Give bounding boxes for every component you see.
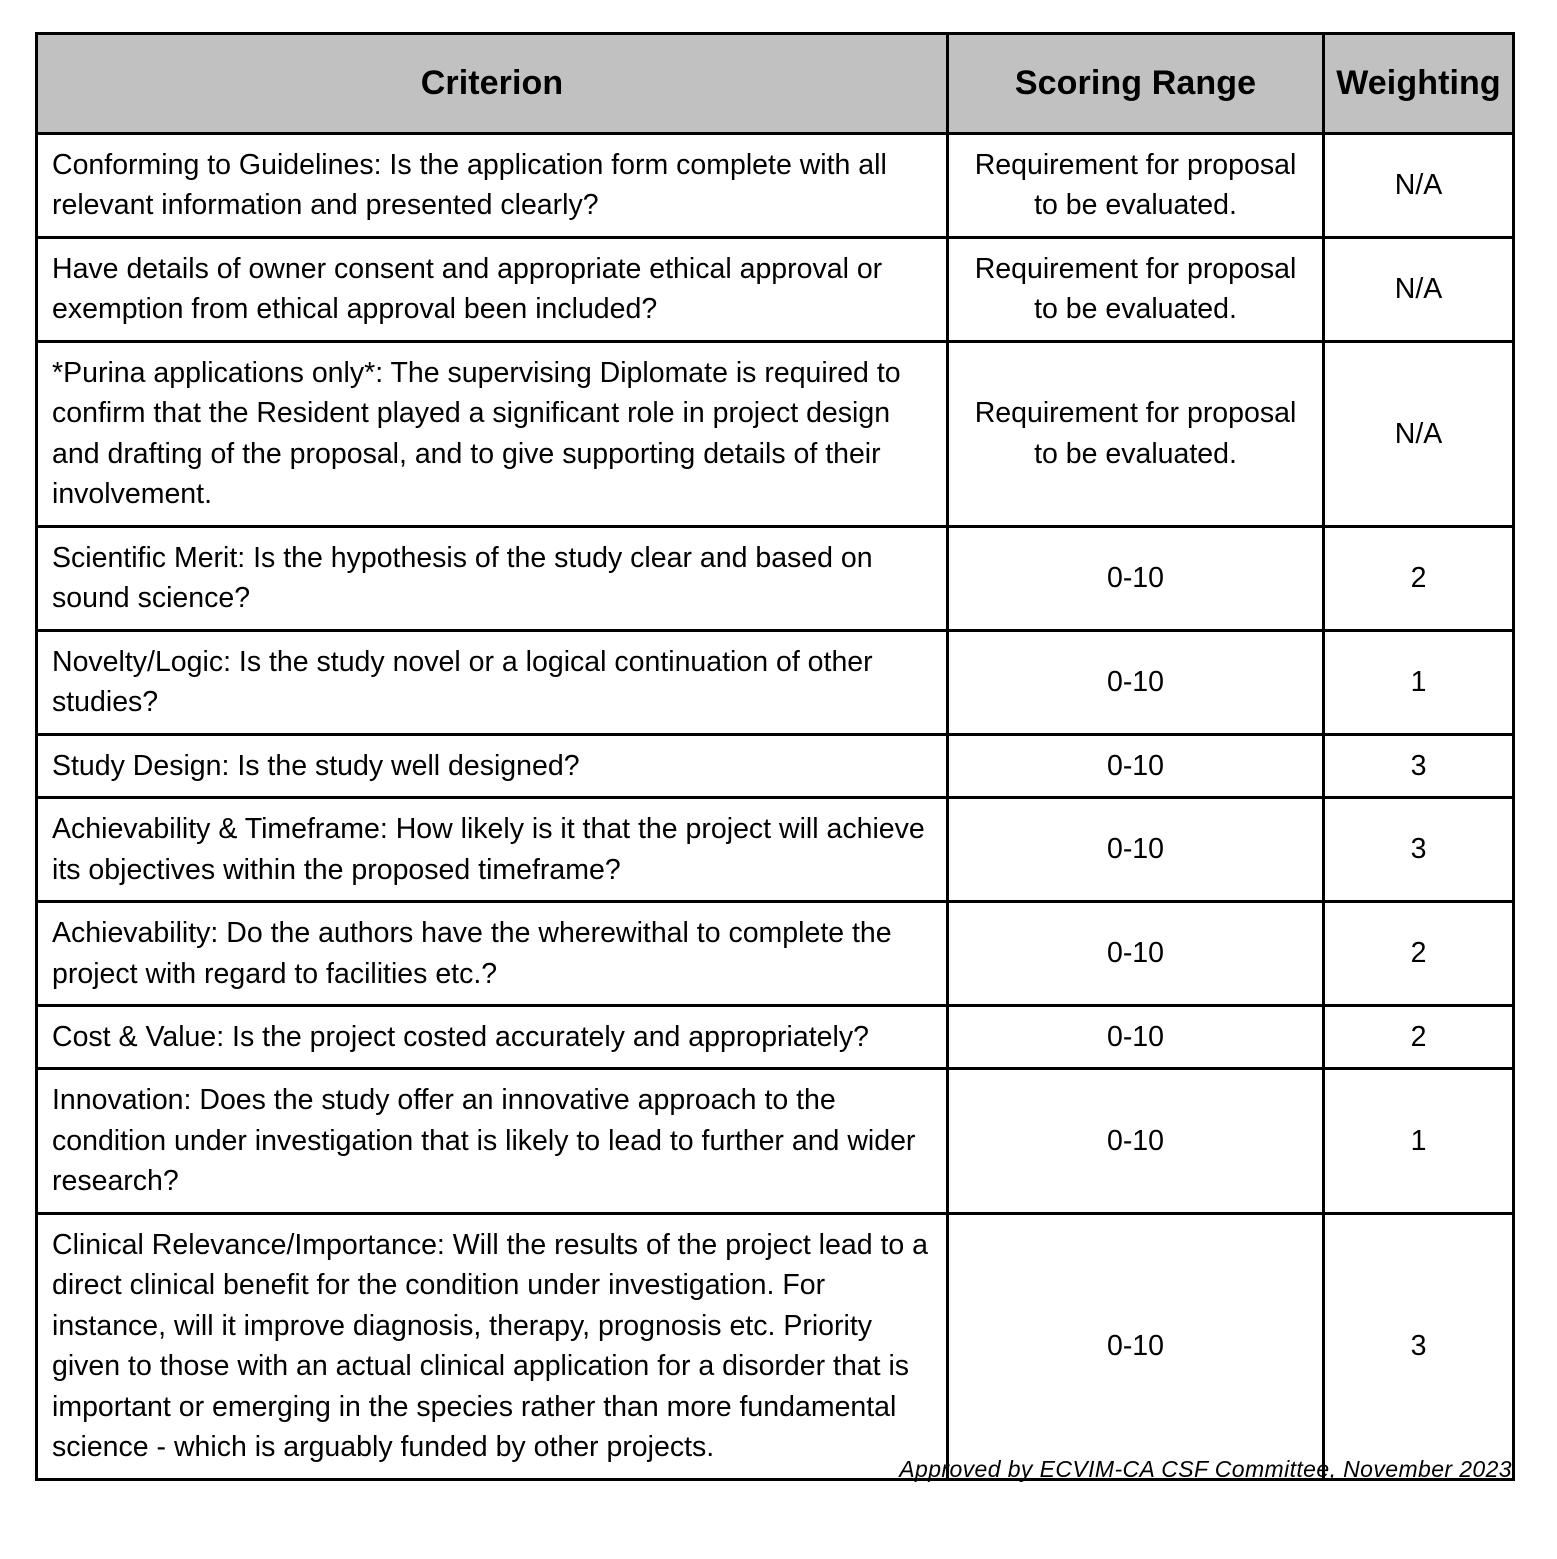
table-row xyxy=(37,734,1514,797)
cell-weighting xyxy=(1324,526,1514,630)
criterion-text: Novelty/Logic: Is the study novel or a logical continuation of other studies? xyxy=(52,645,873,719)
cell-criterion xyxy=(37,134,948,238)
weighting-text: N/A xyxy=(1394,273,1443,306)
scoring-range-text: Requirement for proposal to be evaluated. xyxy=(974,252,1297,326)
cell-weighting xyxy=(1324,734,1514,797)
column-header-weighting-label: Weighting xyxy=(1336,64,1501,102)
cell-weighting xyxy=(1324,630,1514,734)
header-row xyxy=(37,34,1514,134)
cell-criterion xyxy=(37,1069,948,1213)
criterion-text: Innovation: Does the study offer an innovative approach to the condition under investigation that is likely to lead to further and wider research? xyxy=(52,1084,916,1198)
cell-criterion xyxy=(37,630,948,734)
cell-weighting xyxy=(1324,134,1514,238)
table-row xyxy=(37,798,1514,902)
table-row xyxy=(37,1005,1514,1068)
cell-scoring-range xyxy=(948,1005,1324,1068)
scoring-criteria-table-wrap xyxy=(35,32,1512,1481)
cell-scoring-range xyxy=(948,526,1324,630)
scoring-range-text: 0-10 xyxy=(1106,749,1165,782)
table-row xyxy=(37,237,1514,341)
scoring-range-text: 0-10 xyxy=(1106,1020,1165,1053)
cell-scoring-range xyxy=(948,734,1324,797)
cell-weighting xyxy=(1324,1005,1514,1068)
criterion-text: Study Design: Is the study well designed? xyxy=(52,749,580,782)
column-header-scoring-range-label: Scoring Range xyxy=(1014,64,1257,102)
scoring-range-text: 0-10 xyxy=(1106,1124,1165,1157)
table-row xyxy=(37,341,1514,526)
table-row xyxy=(37,526,1514,630)
column-header-criterion-label: Criterion xyxy=(420,64,564,102)
weighting-text: 3 xyxy=(1410,1330,1427,1363)
column-header-scoring-range xyxy=(948,34,1324,134)
table-row xyxy=(37,902,1514,1006)
table-row xyxy=(37,1213,1514,1479)
criterion-text: Achievability: Do the authors have the wherewithal to complete the project with regard to facilities etc.? xyxy=(52,917,892,990)
column-header-weighting xyxy=(1324,34,1514,134)
cell-weighting xyxy=(1324,237,1514,341)
weighting-text: 2 xyxy=(1410,937,1427,970)
cell-criterion xyxy=(37,1213,948,1479)
criterion-text: Conforming to Guidelines: Is the application form complete with all relevant information and presented clearly? xyxy=(52,149,887,222)
weighting-text: 2 xyxy=(1410,561,1427,594)
cell-scoring-range xyxy=(948,630,1324,734)
cell-criterion xyxy=(37,526,948,630)
table-row xyxy=(37,134,1514,238)
cell-scoring-range xyxy=(948,341,1324,526)
cell-scoring-range xyxy=(948,134,1324,238)
cell-weighting xyxy=(1324,1069,1514,1213)
cell-weighting xyxy=(1324,902,1514,1006)
criterion-text: Have details of owner consent and appropriate ethical approval or exemption from ethical approval been included? xyxy=(52,252,883,326)
scoring-range-text: 0-10 xyxy=(1106,833,1165,866)
weighting-text: 2 xyxy=(1410,1020,1427,1053)
cell-scoring-range xyxy=(948,237,1324,341)
table-row xyxy=(37,630,1514,734)
scoring-range-text: 0-10 xyxy=(1106,561,1165,594)
cell-criterion xyxy=(37,798,948,902)
cell-scoring-range xyxy=(948,902,1324,1006)
cell-criterion xyxy=(37,1005,948,1068)
criterion-text: Clinical Relevance/Importance: Will the results of the project lead to a direct clinical benefit for the condition under investigation. For instance, will it improve diagnosis, therapy, prognosis etc. Priority given to those with an actual clinical application for a disorder that is important or emerging in the species rather than more fundamental science - which is arguably funded by other projects. xyxy=(52,1228,928,1464)
weighting-text: 3 xyxy=(1410,749,1427,782)
criterion-text: Cost & Value: Is the project costed accurately and appropriately? xyxy=(52,1020,869,1053)
scoring-range-text: 0-10 xyxy=(1106,937,1165,970)
weighting-text: 1 xyxy=(1410,1124,1427,1157)
table-header xyxy=(37,34,1514,134)
scoring-range-text: 0-10 xyxy=(1106,665,1165,698)
cell-scoring-range xyxy=(948,798,1324,902)
cell-weighting xyxy=(1324,798,1514,902)
scoring-criteria-table xyxy=(35,32,1515,1481)
scoring-range-text: Requirement for proposal to be evaluated. xyxy=(974,397,1297,470)
cell-criterion xyxy=(37,237,948,341)
criterion-text: *Purina applications only*: The supervising Diplomate is required to confirm that the Resident played a significant role in project design and drafting of the proposal, and to give supporting details of their involvement. xyxy=(52,356,901,511)
scoring-range-text: 0-10 xyxy=(1106,1330,1165,1363)
cell-weighting xyxy=(1324,341,1514,526)
criterion-text: Achievability & Timeframe: How likely is it that the project will achieve its objectives within the proposed timeframe? xyxy=(52,813,925,886)
weighting-text: 1 xyxy=(1410,665,1427,698)
weighting-text: N/A xyxy=(1394,169,1443,202)
weighting-text: 3 xyxy=(1410,833,1427,866)
cell-criterion xyxy=(37,734,948,797)
cell-weighting xyxy=(1324,1213,1514,1479)
scoring-range-text: Requirement for proposal to be evaluated. xyxy=(974,149,1297,222)
cell-scoring-range xyxy=(948,1213,1324,1479)
cell-criterion xyxy=(37,902,948,1006)
cell-scoring-range xyxy=(948,1069,1324,1213)
criterion-text: Scientific Merit: Is the hypothesis of the study clear and based on sound science? xyxy=(52,541,873,615)
weighting-text: N/A xyxy=(1394,417,1443,450)
table-body xyxy=(37,134,1514,1480)
approval-footnote: Approved by ECVIM-CA CSF Committee, November 2023 xyxy=(899,1456,1512,1482)
column-header-criterion xyxy=(37,34,948,134)
cell-criterion xyxy=(37,341,948,526)
table-row xyxy=(37,1069,1514,1213)
